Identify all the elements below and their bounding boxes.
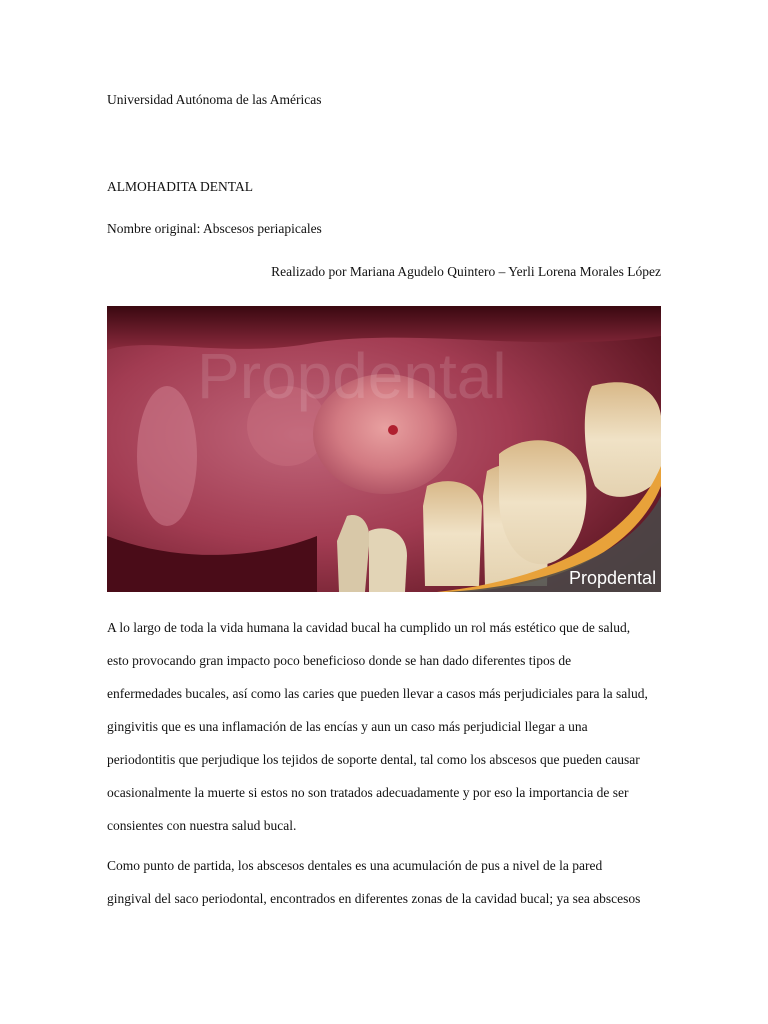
paragraph-line: gingival del saco periodontal, encontrados en diferentes zonas de la cavidad bucal; ya sea abscesos [107, 891, 641, 906]
paragraph-line: A lo largo de toda la vida humana la cavidad bucal ha cumplido un rol más estético que de salud, [107, 620, 631, 635]
brand-label: Propdental [569, 568, 657, 588]
watermark-text: Propdental [197, 340, 507, 412]
paragraph-line: consientes con nuestra salud bucal. [107, 818, 297, 833]
document-title: ALMOHADITA DENTAL [107, 179, 253, 194]
abscess-photo [107, 306, 661, 592]
paragraph-line: gingivitis que es una inflamación de las encías y aun un caso más perjudicial llegar a una [107, 719, 588, 734]
paragraph-line: ocasionalmente la muerte si estos no son tratados adecuadamente y por eso la importancia de ser [107, 785, 629, 800]
university-name: Universidad Autónoma de las Américas [107, 92, 322, 107]
original-name: Nombre original: Abscesos periapicales [107, 221, 322, 236]
paragraph-line: enfermedades bucales, así como las caries que pueden llevar a casos más perjudiciales para la salud, [107, 686, 648, 701]
paragraph-line: esto provocando gran impacto poco beneficioso donde se han dado diferentes tipos de [107, 653, 572, 668]
authors-line: Realizado por Mariana Agudelo Quintero – Yerli Lorena Morales López [271, 264, 661, 279]
paragraph-line: Como punto de partida, los abscesos dentales es una acumulación de pus a nivel de la pared [107, 858, 603, 873]
paragraph-line: periodontitis que perjudique los tejidos de soporte dental, tal como los abscesos que pueden causar [107, 752, 640, 767]
